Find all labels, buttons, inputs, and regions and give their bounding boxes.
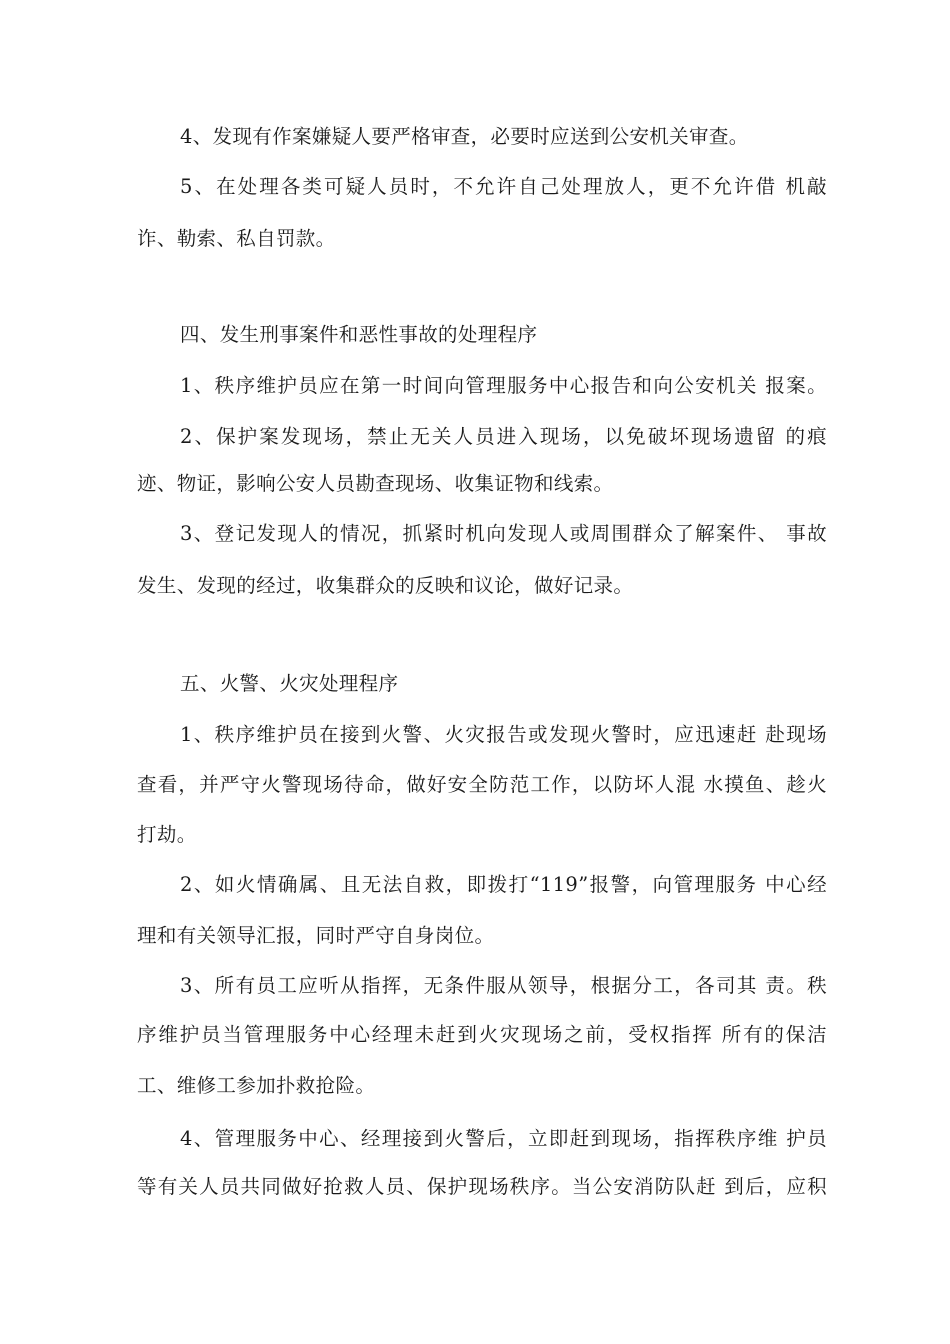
- text-line: 工、维修工参加扑救抢险。: [137, 1074, 376, 1097]
- text-line: 打劫。: [137, 823, 197, 846]
- text-line: 4、管理服务中心、经理接到火警后，立即赶到现场，指挥秩序维 护员: [180, 1127, 827, 1150]
- section-heading: 四、发生刑事案件和恶性事故的处理程序: [180, 323, 538, 346]
- text-line: 迹、物证，影响公安人员勘查现场、收集证物和线索。: [137, 472, 614, 495]
- text-line: 理和有关领导汇报，同时严守自身岗位。: [137, 924, 495, 947]
- text-line: 5、在处理各类可疑人员时，不允许自己处理放人，更不允许借 机敲: [180, 175, 827, 198]
- text-line: 诈、勒索、私自罚款。: [137, 227, 336, 250]
- text-line: 1、秩序维护员在接到火警、火灾报告或发现火警时，应迅速赶 赴现场: [180, 723, 827, 746]
- section-heading: 五、火警、火灾处理程序: [180, 672, 399, 695]
- text-line: 2、如火情确属、且无法自救，即拨打“119”报警，向管理服务 中心经: [180, 873, 827, 896]
- text-line: 1、秩序维护员应在第一时间向管理服务中心报告和向公安机关 报案。: [180, 374, 827, 397]
- text-line: 4、发现有作案嫌疑人要严格审查，必要时应送到公安机关审查。: [180, 125, 749, 148]
- text-line: 发生、发现的经过，收集群众的反映和议论，做好记录。: [137, 574, 634, 597]
- text-line: 查看，并严守火警现场待命，做好安全防范工作，以防坏人混 水摸鱼、趁火: [137, 773, 827, 796]
- text-line: 序维护员当管理服务中心经理未赶到火灾现场之前，受权指挥 所有的保洁: [137, 1023, 827, 1046]
- text-line: 等有关人员共同做好抢救人员、保护现场秩序。当公安消防队赶 到后，应积: [137, 1175, 827, 1198]
- text-line: 3、登记发现人的情况，抓紧时机向发现人或周围群众了解案件、 事故: [180, 522, 827, 545]
- text-line: 2、保护案发现场，禁止无关人员进入现场，以免破坏现场遗留 的痕: [180, 425, 827, 448]
- text-line: 3、所有员工应听从指挥，无条件服从领导，根据分工，各司其 责。秩: [180, 974, 827, 997]
